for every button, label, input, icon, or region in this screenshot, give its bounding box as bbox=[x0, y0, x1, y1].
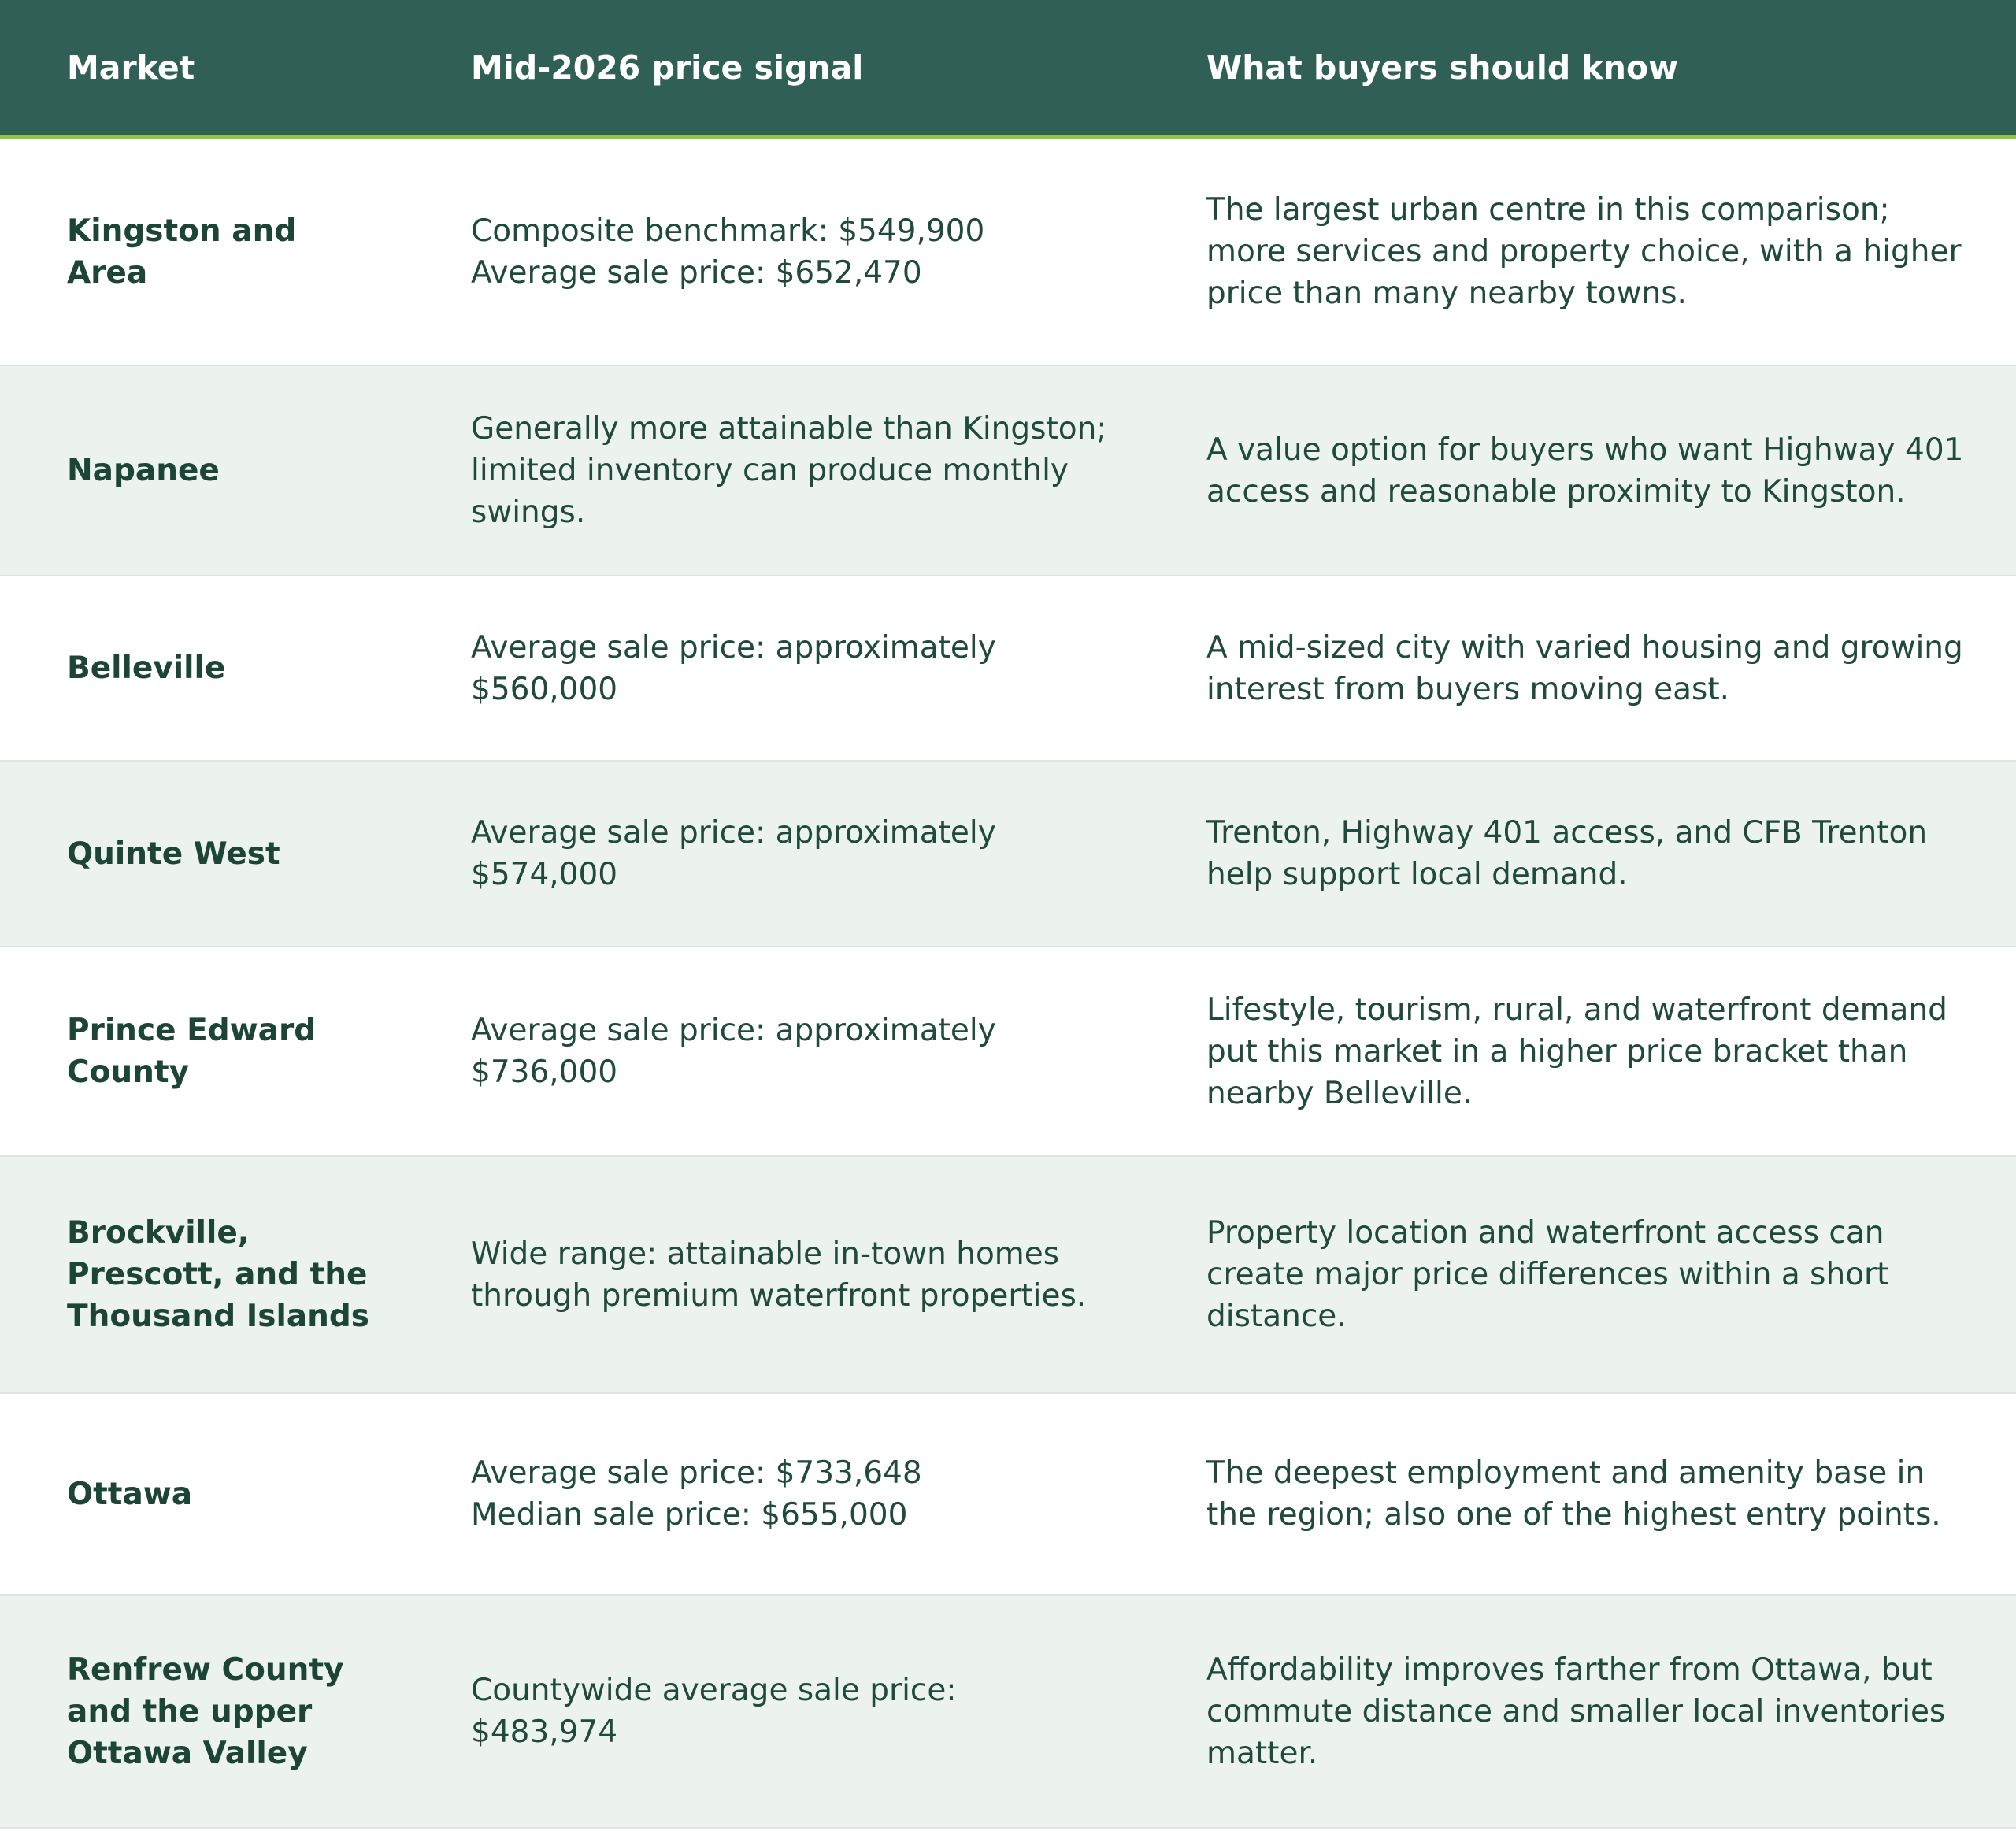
price-signal-line: Median sale price: $655,000 bbox=[471, 1497, 908, 1533]
price-signal-line: Average sale price: $652,470 bbox=[471, 254, 922, 291]
header-buyer-notes: What buyers should know bbox=[1140, 0, 2016, 137]
buyer-notes: Trenton, Highway 401 access, and CFB Trenton help support local demand. bbox=[1206, 815, 1928, 892]
price-signal bbox=[404, 761, 1140, 947]
price-signal bbox=[404, 947, 1140, 1156]
market-name: Napanee bbox=[67, 453, 220, 488]
buyer-notes: Affordability improves farther from Ottawa, but commute distance and smaller local inventories matter. bbox=[1206, 1651, 1946, 1771]
table-row bbox=[0, 947, 2016, 1156]
price-signal-line: Wide range: attainable in-town homes through premium waterfront properties. bbox=[471, 1236, 1087, 1314]
price-signal bbox=[404, 137, 1140, 365]
market-name: Kingston and Area bbox=[67, 213, 297, 291]
price-signal bbox=[404, 1393, 1140, 1595]
table-row bbox=[0, 137, 2016, 365]
header-market: Market bbox=[0, 0, 404, 137]
price-signal bbox=[404, 365, 1140, 576]
table-row bbox=[0, 1595, 2016, 1828]
price-signal bbox=[404, 1595, 1140, 1828]
market-name: Brockville, Prescott, and the Thousand Islands bbox=[67, 1215, 370, 1334]
price-signal-line: Average sale price: $733,648 bbox=[471, 1455, 922, 1491]
market-name: Quinte West bbox=[67, 836, 280, 872]
price-signal-line: Countywide average sale price: $483,974 bbox=[471, 1673, 957, 1750]
buyer-notes: A value option for buyers who want Highway 401 access and reasonable proximity to Kingston. bbox=[1206, 432, 1964, 510]
buyer-notes: The largest urban centre in this comparison; more services and property choice, with a higher price than many nearby towns. bbox=[1206, 192, 1962, 312]
price-signal-line: Average sale price: approximately $736,000 bbox=[471, 1013, 996, 1090]
buyer-notes: The deepest employment and amenity base in the region; also one of the highest entry points. bbox=[1206, 1455, 1941, 1533]
price-signal bbox=[404, 1156, 1140, 1393]
table-header-row bbox=[0, 0, 2016, 137]
market-name: Belleville bbox=[67, 650, 226, 686]
table-row bbox=[0, 1393, 2016, 1595]
table-row bbox=[0, 1156, 2016, 1393]
price-signal-line: Average sale price: approximately $574,000 bbox=[471, 815, 996, 892]
market-name: Prince Edward County bbox=[67, 1013, 317, 1090]
table-row bbox=[0, 576, 2016, 761]
market-name: Ottawa bbox=[67, 1476, 193, 1512]
buyer-notes: Property location and waterfront access can create major price differences within a short distance. bbox=[1206, 1215, 1889, 1334]
market-name: Renfrew County and the upper Ottawa Valley bbox=[67, 1651, 344, 1771]
price-signal-line: Generally more attainable than Kingston; limited inventory can produce monthly swings. bbox=[471, 411, 1107, 530]
price-signal-line: Average sale price: approximately $560,000 bbox=[471, 629, 996, 707]
price-signal bbox=[404, 576, 1140, 761]
table-row bbox=[0, 365, 2016, 576]
buyer-notes: Lifestyle, tourism, rural, and waterfront demand put this market in a higher price bracket than nearby Belleville. bbox=[1206, 991, 1947, 1111]
buyer-notes: A mid-sized city with varied housing and growing interest from buyers moving east. bbox=[1206, 629, 1963, 707]
price-signal-line: Composite benchmark: $549,900 bbox=[471, 213, 985, 249]
header-price-signal: Mid-2026 price signal bbox=[404, 0, 1140, 137]
table-row bbox=[0, 761, 2016, 947]
